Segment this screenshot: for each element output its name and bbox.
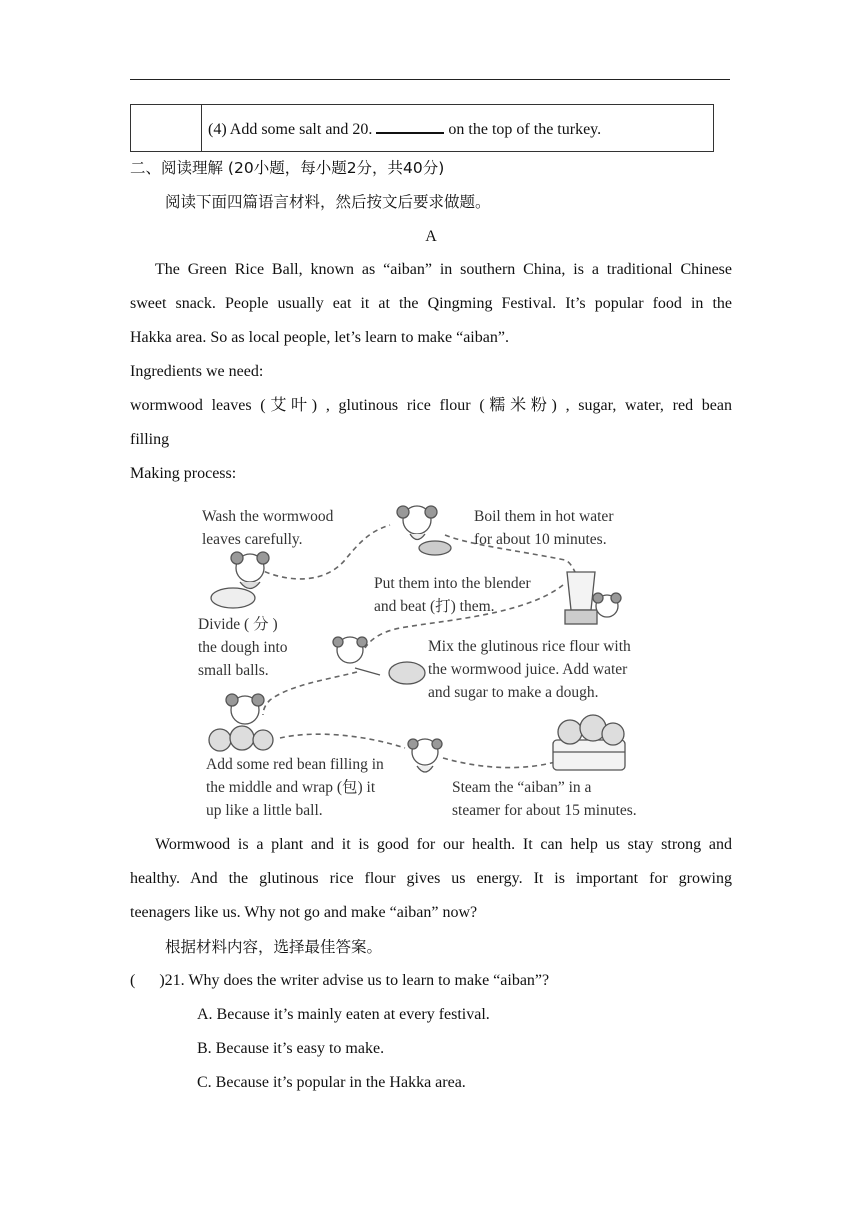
- option-c[interactable]: C. Because it’s popular in the Hakka area.: [197, 1074, 466, 1091]
- svg-text:up like a little ball.: up like a little ball.: [206, 802, 323, 819]
- intro-line-2: sweet snack. People usually eat it at the Qingming Festival. It’s popular food in the: [130, 295, 732, 312]
- header-rule: [130, 79, 730, 80]
- step-4-text: [428, 638, 631, 701]
- girl-boiling-icon: [397, 506, 451, 555]
- answer-table: [130, 104, 714, 152]
- option-a[interactable]: A. Because it’s mainly eaten at every festival.: [197, 1006, 490, 1023]
- svg-text:for about 10 minutes.: for about 10 minutes.: [474, 531, 607, 548]
- girl-wrapping-icon: [408, 739, 442, 772]
- step-3-text: [374, 575, 532, 615]
- making-process-figure: [195, 500, 663, 825]
- closing-line-3: teenagers like us. Why not go and make “aiban” now?: [130, 904, 478, 921]
- question-stem: 21. Why does the writer advise us to learn to make “aiban”?: [164, 972, 550, 989]
- table-row: [131, 105, 714, 152]
- step-7-text: [452, 779, 637, 819]
- steamer-icon: [553, 715, 625, 770]
- girl-mixing-icon: [333, 637, 425, 684]
- option-b[interactable]: B. Because it’s easy to make.: [197, 1040, 385, 1057]
- blender-icon: [565, 572, 621, 624]
- closing-line-2: healthy. And the glutinous rice flour gives us energy. It is important for growing: [130, 870, 732, 887]
- instructions: 阅读下面四篇语言材料，然后按文后要求做题。: [165, 193, 491, 211]
- passage-label: A: [425, 228, 437, 245]
- ingredients-line-2: filling: [130, 431, 170, 448]
- ingredients-line-1: wormwood leaves (艾叶) , glutinous rice flour (糯米粉) , sugar, water, red bean: [130, 397, 732, 414]
- svg-text:and sugar to make a dough.: and sugar to make a dough.: [428, 684, 599, 701]
- step-5-text: [198, 615, 288, 679]
- closing-line-1: Wormwood is a plant and it is good for our health. It can help us stay strong and: [155, 836, 732, 853]
- answer-bracket[interactable]: ( ): [130, 972, 165, 989]
- table-cell-empty: [131, 105, 202, 152]
- table-text-prefix: (4) Add some salt and 20.: [208, 120, 373, 138]
- girl-washing-icon: [211, 552, 269, 608]
- svg-text:Mix the glutinous rice flour w: Mix the glutinous rice flour with: [428, 638, 631, 655]
- question-21: [130, 971, 732, 991]
- process-label: Making process:: [130, 465, 237, 482]
- svg-text:Divide ( 分 ): Divide ( 分 ): [198, 616, 278, 633]
- intro-line-3: Hakka area. So as local people, let’s learn to make “aiban”.: [130, 329, 509, 346]
- svg-text:and beat (打) them.: and beat (打) them.: [374, 598, 495, 615]
- question-instruction: 根据材料内容，选择最佳答案。: [165, 938, 383, 956]
- ingredients-label: Ingredients we need:: [130, 363, 264, 380]
- answer-blank-20[interactable]: [376, 118, 444, 134]
- svg-text:Boil them in hot water: Boil them in hot water: [474, 508, 614, 525]
- path-5-6: [280, 734, 405, 748]
- svg-text:Add some red bean filling in: Add some red bean filling in: [206, 756, 384, 773]
- svg-text:small balls.: small balls.: [198, 662, 269, 679]
- girl-dividing-icon: [209, 694, 273, 751]
- step-6-text: [206, 756, 384, 819]
- section-heading: 二、阅读理解 (20小题，每小题2分，共40分): [130, 159, 445, 177]
- path-4-5: [263, 672, 357, 715]
- svg-text:leaves carefully.: leaves carefully.: [202, 531, 303, 548]
- svg-text:Wash the wormwood: Wash the wormwood: [202, 508, 334, 525]
- intro-line-1: The Green Rice Ball, known as “aiban” in southern China, is a traditional Chinese: [155, 261, 732, 278]
- svg-text:the dough into: the dough into: [198, 639, 288, 656]
- svg-text:the wormwood juice. Add water: the wormwood juice. Add water: [428, 661, 628, 678]
- svg-text:steamer for about 15 minutes.: steamer for about 15 minutes.: [452, 802, 637, 819]
- svg-text:Put them into the blender: Put them into the blender: [374, 575, 531, 592]
- step-2-text: [474, 508, 614, 548]
- path-6-7: [443, 758, 555, 768]
- table-text-suffix: on the top of the turkey.: [448, 120, 602, 138]
- step-1-text: [202, 508, 334, 548]
- svg-text:Steam the “aiban” in a: Steam the “aiban” in a: [452, 779, 592, 796]
- svg-text:the middle and wrap (包) it: the middle and wrap (包) it: [206, 779, 376, 796]
- table-cell-text: [202, 105, 714, 152]
